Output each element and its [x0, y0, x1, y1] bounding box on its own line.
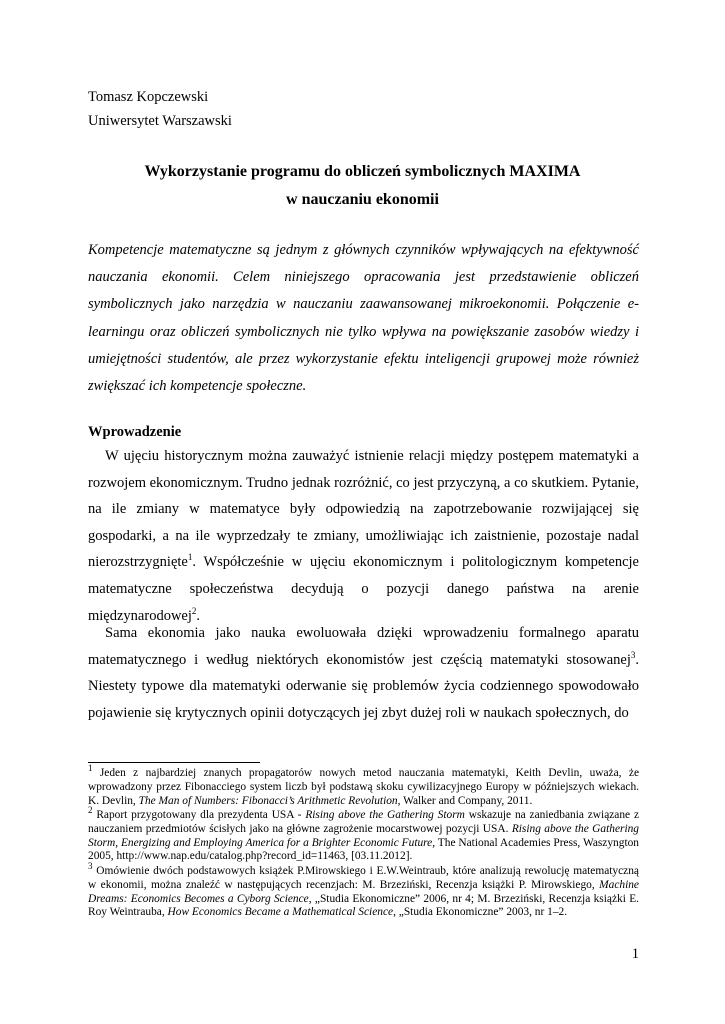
footnote-1-text-b: , Walker and Company, 2011. — [397, 794, 533, 807]
section-heading: Wprowadzenie — [88, 424, 182, 440]
footnote-3-text-b: , „Studia Ekonomiczne” 2006, nr 4; M. Brzeziński, Recenzja książki E. Roy Weintrauba, — [88, 892, 640, 919]
paragraph-2-text-b: . Niestety typowe dla matematyki oderwanie się problemów życia codziennego spowodowało pojawienie się krytycznych opinii dotyczących jej zbyt dużej roli w naukach społecznych, do — [88, 651, 639, 721]
paper-title-line2: w nauczaniu ekonomii — [286, 191, 439, 208]
footnote-ref-1[interactable]: 1 — [187, 552, 193, 563]
footnote-2-number: 2 — [88, 805, 93, 816]
footnote-2-report-title: Rising above the Gathering Storm — [305, 809, 465, 821]
footnote-3-book-title-2: How Economics Became a Mathematical Science — [167, 906, 394, 919]
footnote-separator — [88, 762, 260, 763]
footnote-2-report-full-title: Rising above the Gathering Storm, Energizing and Employing America for a Brighter Economic Future — [88, 822, 640, 849]
author-affiliation: Uniwersytet Warszawski — [88, 113, 232, 129]
footnote-1-book-title: The Man of Numbers: Fibonacci’s Arithmetic Revolution — [138, 794, 398, 807]
footnote-3-text-c: , „Studia Ekonomiczne” 2003, nr 1–2. — [393, 906, 568, 919]
paragraph-2-text-a: Sama ekonomia jako nauka ewoluowała dzięki wprowadzeniu formalnego aparatu matematycznego i według niektórych ekonomistów jest częścią matematyki stosowanej — [88, 625, 639, 668]
footnote-1-text-a: Jeden z najbardziej znanych propagatorów nowych metod nauczania matematyki, Keith Devlin, uważa, że wprowadzony przez Fibonacciego system liczb był podstawą skoku cywilizacyjnego Europy w późniejszych wiekach. K. Devlin, — [88, 767, 639, 807]
footnote-2-text-a: Raport przygotowany dla prezydenta USA - — [92, 809, 306, 821]
footnote-ref-3[interactable]: 3 — [630, 649, 636, 660]
paragraph-1-text-a: W ujęciu historycznym można zauważyć istnienie relacji między postępem matematyki a rozwojem ekonomicznym. Trudno jednak rozróżnić, co jest przyczyną, a co skutkiem. Pytanie, na ile zmiany w matematyce były odpowiedzią na zapotrzebowanie rozwijającej się gospodarki, a na ile wyprzedzały te zmiany, umożliwiając ich zaistnienie, pozostaje nadal nierozstrzygnięte — [88, 448, 639, 571]
footnote-3-book-title-1: Machine Dreams: Economics Becomes a Cyborg Science — [88, 878, 639, 905]
paragraph-1-text-c: . — [196, 607, 201, 624]
footnote-ref-2[interactable]: 2 — [191, 605, 197, 616]
footnote-2-text-c: , The National Academies Press, Waszyngton 2005, http://www.nap.edu/catalog.php?record_id=11463, [03.11.2012]. — [88, 836, 639, 863]
paragraph-1 — [88, 443, 639, 629]
footnote-1-number: 1 — [88, 763, 93, 774]
paragraph-1-text-b: . Współcześnie w ujęciu ekonomicznym i politologicznym kompetencje matematyczne społeczeństwa decydują o pozycji danego państwa na arenie międzynarodowej — [88, 554, 639, 624]
footnote-2-text-b: wskazuje na zaniedbania związane z nauczaniem przedmiotów ścisłych jako na główne zagrożenie mocarstwowej pozycji USA. — [88, 809, 639, 835]
footnote-3 — [88, 861, 640, 920]
author-name: Tomasz Kopczewski — [88, 89, 209, 105]
paragraph-2 — [88, 620, 639, 726]
page-number: 1 — [631, 946, 639, 962]
footnote-3-number: 3 — [88, 861, 93, 872]
paper-title-line1: Wykorzystanie programu do obliczeń symbolicznych MAXIMA — [144, 163, 581, 180]
footnote-2 — [88, 805, 640, 864]
footnote-3-text-a: Omówienie dwóch podstawowych książek P.Mirowskiego i E.W.Weintraub, które analizują rewolucję matematyczną w ekonomii, można znaleźć w następujących recenzjach: M. Brzeziński, Recenzja książki P. Mirowskiego, — [88, 865, 639, 891]
footnote-1 — [88, 763, 639, 808]
abstract: Kompetencje matematyczne są jednym z głównych czynników wpływających na efektywność nauczania ekonomii. Celem niniejszego opracowania jest przedstawienie obliczeń symbolicznych jako narzędzia w nauczaniu zaawansowanej mikroekonomii. Połączenie e-learningu oraz obliczeń symbolicznych nie tylko wpływa na powiększanie zasobów wiedzy i umiejętności studentów, ale przez wykorzystanie efektu inteligencji grupowej może również zwiększać ich kompetencje społeczne. — [88, 242, 639, 395]
